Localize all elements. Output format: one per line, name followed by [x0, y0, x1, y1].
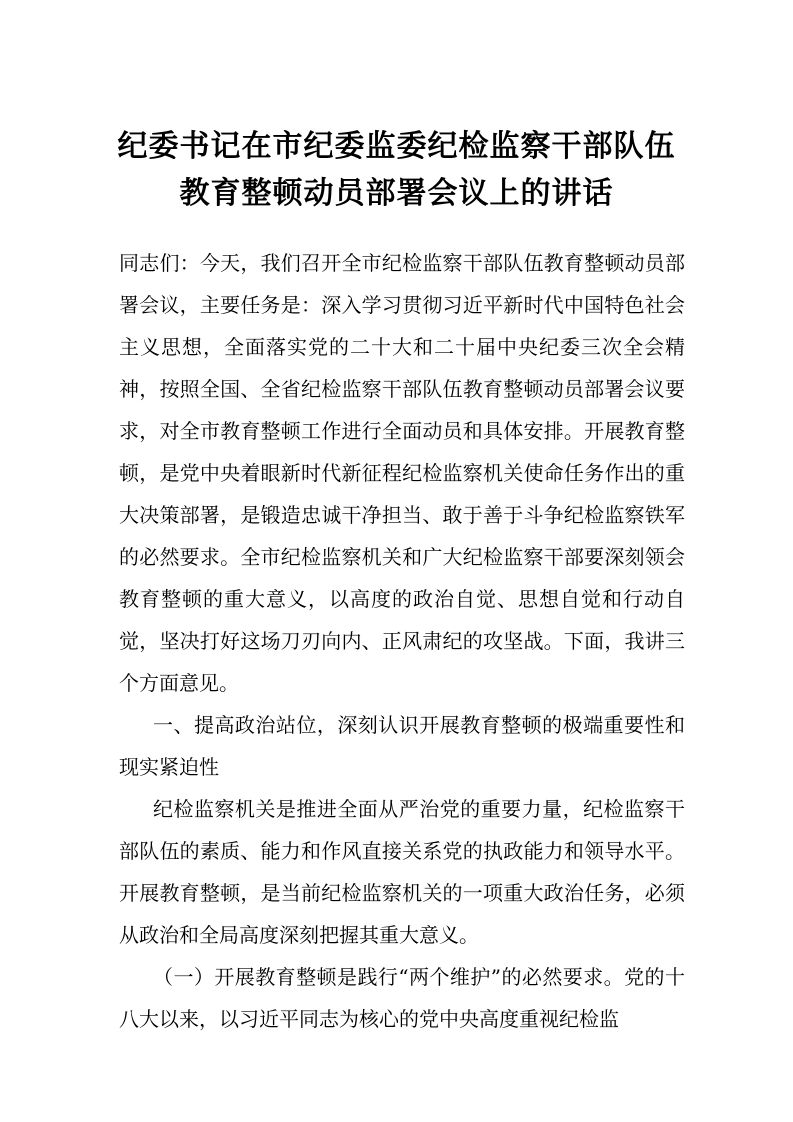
section-heading-1: 一、提高政治站位，深刻认识开展教育整顿的极端重要性和现实紧迫性 — [119, 713, 685, 779]
paragraph-opening: 同志们：今天，我们召开全市纪检监察干部队伍教育整顿动员部署会议，主要任务是：深入学习贯彻习近平新时代中国特色社会主义思想，全面落实党的二十大和二十届中央纪委三次全会精神，按照全国、全省纪检监察干部队伍教育整顿动员部署会议要求，对全市教育整顿工作进行全面动员和具体安排。开展教育整顿，是党中央着眼新时代新征程纪检监察机关使命任务作出的重大决策部署，是锻造忠诚干净担当、敢于善于斗争纪检监察铁军的必然要求。全市纪检监察机关和广大纪检监察干部要深刻领会教育整顿的重大意义，以高度的政治自觉、思想自觉和行动自觉，坚决打好这场刀刃向内、正风肃纪的攻坚战。下面，我讲三个方面意见。 — [119, 251, 685, 695]
paragraph-section-1-intro: 纪检监察机关是推进全面从严治党的重要力量，纪检监察干部队伍的素质、能力和作风直接关系党的执政能力和领导水平。开展教育整顿，是当前纪检监察机关的一项重大政治任务，必须从政治和全局高度深刻把握其重大意义。 — [119, 797, 685, 947]
paragraph-subsection-1: （一）开展教育整顿是践行“两个维护”的必然要求。党的十八大以来，以习近平同志为核心的党中央高度重视纪检监 — [119, 965, 685, 1031]
document-title-line-1: 纪委书记在市纪委监委纪检监察干部队伍 — [117, 129, 676, 164]
document-title-line-2: 教育整顿动员部署会议上的讲话 — [179, 176, 614, 211]
document-body — [119, 242, 685, 1040]
